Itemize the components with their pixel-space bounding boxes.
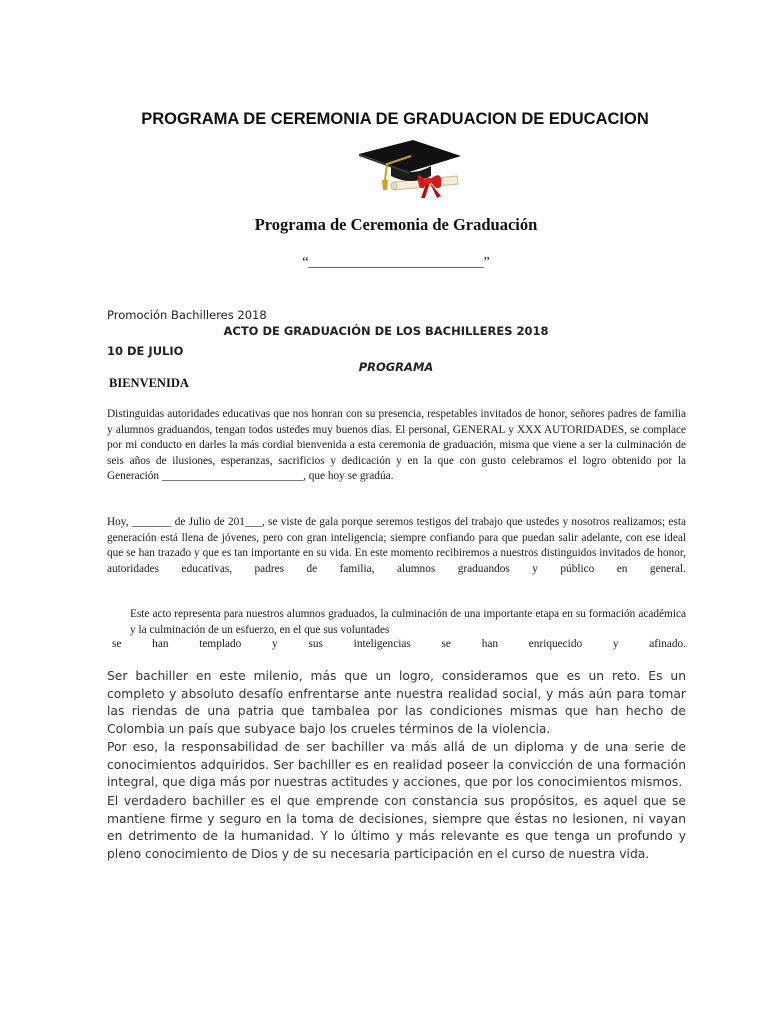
meaning-paragraph-end: se han templado y sus inteligencias se han enriquecido y afinado. [112, 638, 686, 650]
true-graduate-paragraph: El verdadero bachiller es el que emprende con constancia sus propósitos, es aquel que se mantiene firme y seguro en la toma de decisiones, siempre que éstas no lesionen, ni vayan en detrimento de la humanidad. Y lo último y más relevante es que tenga un profundo y pleno conocimiento de Dios y de su necesaria participación en el curso de nuestra vida. [107, 794, 686, 861]
act-heading: ACTO DE GRADUACIÓN DE LOS BACHILLERES 2018 [223, 324, 549, 338]
challenge-paragraph: Ser bachiller en este milenio, más que un logro, consideramos que es un reto. Es un completo y absoluto desafío enfrentarse ante nuestra realidad social, y más aún para tomar las riendas de una patria que tambalea por las condiciones mismas que han hecho de Colombia un país que subyace bajo los crueles términos de la violencia. [107, 669, 686, 736]
responsibility-paragraph: Por eso, la responsabilidad de ser bachiller va más allá de un diploma y de una serie de conocimientos adquiridos. Ser bachiller es en realidad poseer la convicción de una formación integral, que diga más por nuestras actitudes y acciones, que por los conocimientos mismos. [107, 740, 686, 789]
welcome-heading: BIENVENIDA [109, 376, 189, 390]
welcome-paragraph: Distinguidas autoridades educativas que nos honran con su presencia, respetables invitados de honor, señores padres de familia y alumnos graduandos, tengan todos ustedes muy buenos días. El personal, GENERAL y XXX AUTORIDADES, se complace por mi conducto en darles la más cordial bienvenida a esta ceremonia de graduación, misma que viene a ser la culminación de seis años de ilusiones, esperanzas, sacrificios y dedicación y en la que con gusto celebramos el logro obtenido por la Generación _________________________, que hoy se gradúa. [107, 408, 686, 482]
date-label: 10 DE JULIO [107, 344, 184, 358]
meaning-paragraph: Este acto representa para nuestros alumnos graduados, la culminación de una importante etapa en su formación académica y la culminación de un esfuerzo, en el que sus voluntades [130, 608, 686, 636]
promotion-label: Promoción Bachilleres 2018 [107, 308, 267, 322]
program-subtitle: Programa de Ceremonia de Graduación [254, 215, 538, 234]
today-paragraph: Hoy, _______ de Julio de 201___, se viste de gala porque seremos testigos del trabajo que ustedes y nosotros realizamos; esta generación está llena de jóvenes, pero con gran inteligencia; siempre confiando para que puedan salir adelante, con ese ideal que se han trazado y que es tan importante en su vida. En este momento recibiremos a nuestros distinguidos invitados de honor, autoridades educativas, padres de familia, alumnos graduandos y público en general. [107, 516, 686, 575]
document-title: PROGRAMA DE CEREMONIA DE GRADUACION DE EDUCACION [141, 110, 649, 128]
program-heading: PROGRAMA [358, 360, 434, 374]
graduation-cap-icon [357, 138, 465, 200]
quote-blank-line: “_________________________” [302, 255, 490, 270]
